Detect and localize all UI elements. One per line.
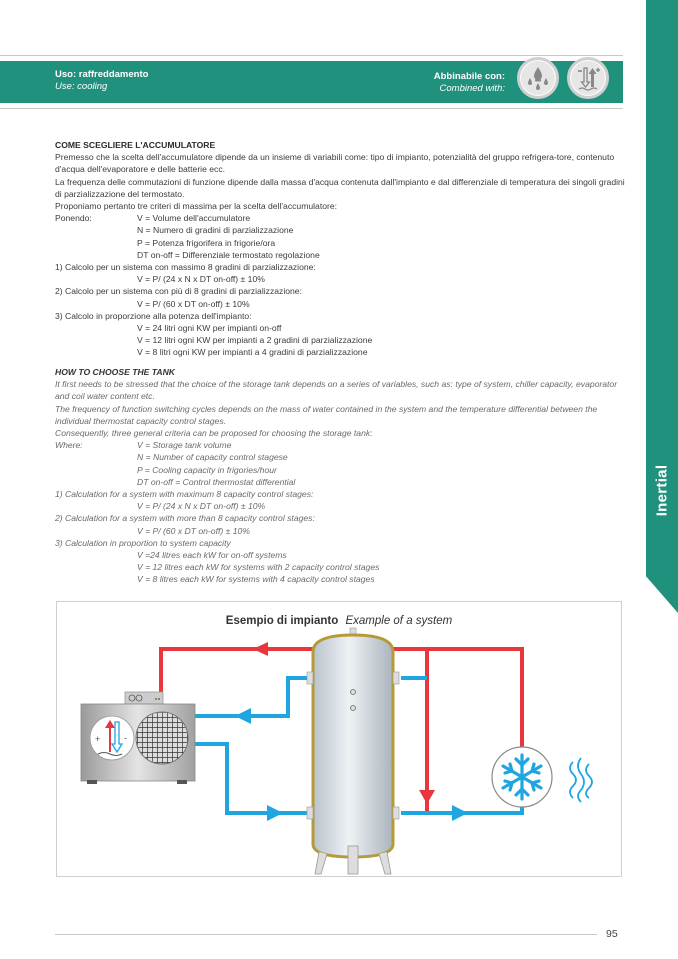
english-definition: DT on-off = Control thermostat differential <box>137 476 296 487</box>
hot-flow-arrow-down <box>419 790 435 804</box>
combined-info <box>434 71 505 95</box>
cold-flow-arrow-left <box>235 708 251 724</box>
tank-body <box>313 635 393 857</box>
system-diagram <box>56 601 622 877</box>
cold-flow-arrow-right-1 <box>267 805 283 821</box>
usage-band <box>0 61 623 103</box>
chiller-control-panel <box>125 692 163 704</box>
english-definition: N = Number of capacity control stagese <box>137 452 288 463</box>
diagram-drawing <box>57 602 623 878</box>
tank-port <box>351 706 356 711</box>
cold-air-waves-icon <box>570 758 592 802</box>
italian-heading: COME SCEGLIERE L'ACCUMULATORE <box>55 140 216 150</box>
italian-para-1: Premesso che la scelta dell'accumulatore dipende da un insieme di variabili come: tipo di impianto, potenzialità del gruppo refrigera-tore, contenuto d'acqua dell'evaporatore e delle batterie ecc. <box>55 152 615 175</box>
tank-leg <box>348 846 358 874</box>
diagram-title-en: Example of a system <box>345 615 453 627</box>
tank-fitting <box>307 807 313 819</box>
italian-calc-2: 2) Calcolo per un sistema con più di 8 gradini di parzializzazione: <box>55 286 302 297</box>
temperature-down-up-icon <box>567 57 609 99</box>
footer-rule <box>55 934 597 935</box>
italian-definition: N = Numero di gradini di parzializzazione <box>137 225 294 236</box>
cold-pipe-bottom-left <box>195 744 309 813</box>
english-para-2: The frequency of function switching cycles depends on the mass of water contained in the system and the temperature differential between the individual thermostat capacity control stages. <box>55 403 598 426</box>
italian-calc-3: 3) Calcolo in proporzione alla potenza dell'impianto: <box>55 310 252 321</box>
english-rule: V = 12 litres each kW for systems with 2 capacity control stages <box>137 562 380 573</box>
italian-where-label: Ponendo: <box>55 213 92 224</box>
header-bottom-rule <box>0 108 623 109</box>
italian-para-2: La frequenza delle commutazioni di funzione dipende dalla massa d'acqua contenuta dall'impianto e dal differenziale di temperatura dei singoli gradini di parzializzazione del termostato. <box>55 176 625 199</box>
english-formula-2: V = P/ (60 x DT on-off) ± 10% <box>137 525 250 536</box>
english-formula-1: V = P/ (24 x N x DT on-off) ± 10% <box>137 501 266 512</box>
italian-formula-1: V = P/ (24 x N x DT on-off) ± 10% <box>137 274 265 285</box>
english-where-label: Where: <box>55 440 83 451</box>
tank-leg <box>315 852 327 874</box>
svg-text:-: - <box>124 733 127 743</box>
usage-it: Uso: raffreddamento <box>55 69 149 80</box>
header-top-rule <box>0 55 623 56</box>
tank-fitting <box>307 672 313 684</box>
italian-definition: P = Potenza frigorifera in frigorie/ora <box>137 237 276 248</box>
section-side-tab-label: Inertial <box>653 464 671 516</box>
cold-pipe-top-left <box>195 678 309 716</box>
page-number: 95 <box>606 928 618 940</box>
cooling-emitter <box>492 747 592 807</box>
usage-en: Use: cooling <box>55 81 108 92</box>
section-side-tab-label-wrap <box>646 430 678 550</box>
italian-definition-row <box>55 212 625 224</box>
italian-rule: V = 8 litri ogni KW per impianti a 4 gradini di parzializzazione <box>137 347 368 358</box>
english-definition: V = Storage tank volume <box>137 440 232 451</box>
english-calc-1: 1) Calculation for a system with maximum 8 capacity control stages: <box>55 489 314 500</box>
english-para-1: It first needs to be stressed that the choice of the storage tank depends on a series of variables, such as: type of system, chiller capacity, evaporator and coil water content etc. <box>55 379 618 402</box>
tank-fitting <box>393 807 399 819</box>
italian-rule: V = 24 litri ogni KW per impianti on-off <box>137 323 282 334</box>
english-rule: V =24 litres each kW for on-off systems <box>137 550 287 561</box>
english-para-3: Consequently, three general criteria can be proposed for choosing the storage tank: <box>55 428 373 439</box>
svg-text:+: + <box>95 734 101 744</box>
usage-info <box>55 69 148 93</box>
tank-port <box>351 690 356 695</box>
diagram-title-it: Esempio di impianto <box>225 615 339 627</box>
italian-para-3: Proponiamo pertanto tre criteri di massima per la scelta dell'accumulatore: <box>55 201 338 212</box>
italian-definition: DT on-off = Differenziale termostato regolazione <box>137 249 320 260</box>
english-calc-2: 2) Calculation for a system with more than 8 capacity control stages: <box>55 513 315 524</box>
combined-it: Abbinabile con: <box>433 71 505 82</box>
combined-en: Combined with: <box>439 83 505 94</box>
english-calc-3: 3) Calculation in proportion to system capacity <box>55 537 231 548</box>
italian-definition: V = Volume dell'accumulatore <box>137 213 251 224</box>
italian-calc-1: 1) Calcolo per un sistema con massimo 8 gradini di parzializzazione: <box>55 262 316 273</box>
cold-flow-arrow-right-2 <box>452 805 468 821</box>
english-definition: P = Cooling capacity in frigories/hour <box>137 464 277 475</box>
english-definition-row <box>55 439 625 451</box>
italian-rule: V = 12 litri ogni KW per impianti a 2 gradini di parzializzazione <box>137 335 373 346</box>
english-section <box>55 366 625 586</box>
italian-section <box>55 139 625 359</box>
english-rule: V = 8 litres each kW for systems with 4 capacity control stages <box>137 574 375 585</box>
tank-leg <box>379 852 391 874</box>
hot-flow-arrow-left <box>253 642 268 656</box>
chiller-unit <box>81 692 195 784</box>
fan-grille-icon <box>136 712 188 764</box>
boiler-flame-water-icon <box>517 57 559 99</box>
tank-fitting <box>393 672 399 684</box>
storage-tank <box>307 628 399 874</box>
english-heading: HOW TO CHOOSE THE TANK <box>55 367 175 377</box>
italian-formula-2: V = P/ (60 x DT on-off) ± 10% <box>137 298 250 309</box>
